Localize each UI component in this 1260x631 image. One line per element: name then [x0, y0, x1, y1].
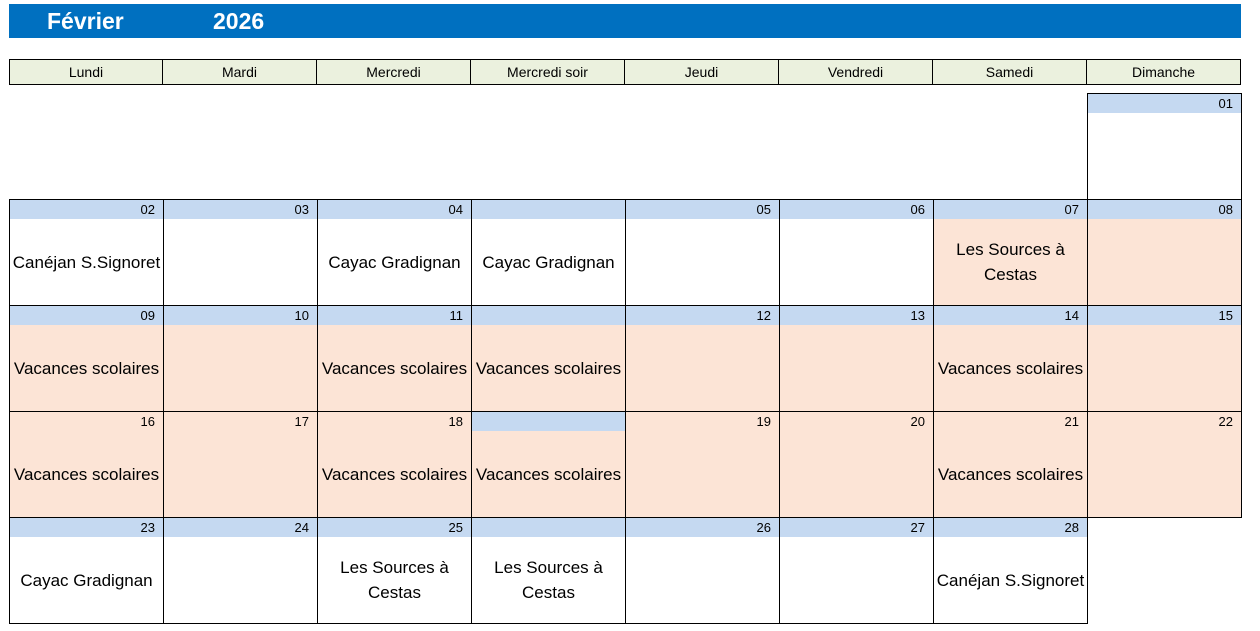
event-label [780, 325, 933, 411]
day-number: 06 [780, 200, 933, 219]
calendar-day-cell[interactable] [9, 411, 164, 518]
day-number: 11 [318, 306, 471, 325]
event-label: Vacances scolaires [321, 358, 468, 378]
calendar-day-cell[interactable] [9, 517, 164, 624]
calendar-day-cell[interactable] [317, 199, 472, 306]
calendar-day-cell[interactable] [779, 517, 934, 624]
calendar-day-cell[interactable] [163, 305, 318, 412]
day-number: 15 [1088, 306, 1241, 325]
weekday-header-mardi: Mardi [162, 59, 317, 85]
event-label [626, 537, 779, 623]
day-number: 16 [140, 414, 155, 429]
event-label [626, 219, 779, 305]
day-number [472, 306, 625, 325]
weekday-header-dimanche: Dimanche [1086, 59, 1241, 85]
calendar-title-bar [9, 4, 1241, 38]
calendar-day-cell[interactable] [1087, 199, 1242, 306]
weekday-header-mercredi-soir: Mercredi soir [470, 59, 625, 85]
calendar-day-cell[interactable] [471, 517, 626, 624]
event-label [164, 325, 317, 411]
day-number: 24 [164, 518, 317, 537]
event-label [1088, 325, 1241, 411]
calendar-day-cell[interactable] [317, 411, 472, 518]
day-number: 01 [1088, 94, 1241, 113]
day-number: 02 [10, 200, 163, 219]
event-label: Canéjan S.Signoret [936, 570, 1085, 590]
event-label: Cayac Gradignan [482, 252, 615, 272]
day-number: 13 [780, 306, 933, 325]
calendar-day-cell[interactable] [1087, 411, 1242, 518]
day-number: 03 [164, 200, 317, 219]
calendar-day-cell[interactable] [317, 517, 472, 624]
day-number: 23 [10, 518, 163, 537]
calendar-day-cell[interactable] [471, 305, 626, 412]
day-number: 07 [934, 200, 1087, 219]
weekday-header-row [9, 59, 1241, 85]
event-label: Vacances scolaires [937, 464, 1084, 484]
day-number: 09 [10, 306, 163, 325]
calendar-day-cell[interactable] [163, 199, 318, 306]
calendar-day-cell[interactable] [933, 411, 1088, 518]
day-number: 12 [626, 306, 779, 325]
day-number: 18 [448, 414, 463, 429]
calendar-day-cell[interactable] [1087, 93, 1242, 200]
day-number: 10 [164, 306, 317, 325]
event-label: Vacances scolaires [937, 358, 1084, 378]
calendar-day-cell[interactable] [933, 199, 1088, 306]
day-number: 21 [1064, 414, 1079, 429]
weekday-header-jeudi: Jeudi [624, 59, 779, 85]
calendar-day-cell[interactable] [625, 305, 780, 412]
weekday-header-lundi: Lundi [9, 59, 163, 85]
event-label: Cayac Gradignan [328, 252, 461, 272]
event-label [1088, 431, 1241, 517]
calendar-day-cell[interactable] [471, 411, 626, 518]
event-label [1088, 219, 1241, 305]
event-label [164, 219, 317, 305]
calendar-day-cell[interactable] [933, 305, 1088, 412]
event-label [626, 431, 779, 517]
calendar-day-cell[interactable] [933, 517, 1088, 624]
day-number [472, 518, 625, 537]
weekday-header-vendredi: Vendredi [778, 59, 933, 85]
day-number: 28 [934, 518, 1087, 537]
day-number: 08 [1088, 200, 1241, 219]
weekday-header-samedi: Samedi [932, 59, 1087, 85]
month-title: Février [47, 8, 124, 34]
calendar-day-cell[interactable] [625, 411, 780, 518]
day-number [472, 412, 625, 431]
calendar-day-cell[interactable] [779, 411, 934, 518]
event-label [164, 431, 317, 517]
day-number: 27 [780, 518, 933, 537]
calendar-day-cell[interactable] [9, 305, 164, 412]
weekday-header-mercredi: Mercredi [316, 59, 471, 85]
day-number: 22 [1218, 414, 1233, 429]
day-number: 19 [756, 414, 771, 429]
calendar-day-cell[interactable] [1087, 305, 1242, 412]
event-label: Les Sources à Cestas [494, 558, 603, 602]
day-number [472, 200, 625, 219]
event-label [780, 219, 933, 305]
day-number: 25 [318, 518, 471, 537]
event-label: Vacances scolaires [321, 464, 468, 484]
calendar-grid [9, 93, 1241, 625]
event-label [626, 325, 779, 411]
calendar-day-cell[interactable] [779, 305, 934, 412]
event-label: Canéjan S.Signoret [12, 252, 161, 272]
event-label [164, 537, 317, 623]
calendar-day-cell[interactable] [471, 199, 626, 306]
calendar-day-cell[interactable] [163, 517, 318, 624]
year-title: 2026 [213, 8, 265, 34]
event-label: Vacances scolaires [13, 358, 160, 378]
event-label [780, 537, 933, 623]
day-number: 04 [318, 200, 471, 219]
event-label [780, 431, 933, 517]
event-label [1088, 113, 1241, 199]
event-label: Vacances scolaires [13, 464, 160, 484]
day-number: 26 [626, 518, 779, 537]
event-label: Vacances scolaires [475, 464, 622, 484]
day-number: 17 [294, 414, 309, 429]
calendar-day-cell[interactable] [625, 517, 780, 624]
event-label: Vacances scolaires [475, 358, 622, 378]
calendar-day-cell[interactable] [9, 199, 164, 306]
event-label: Les Sources à Cestas [956, 240, 1065, 284]
calendar-day-cell[interactable] [779, 199, 934, 306]
event-label: Les Sources à Cestas [340, 558, 449, 602]
event-label: Cayac Gradignan [20, 570, 153, 590]
day-number: 20 [910, 414, 925, 429]
calendar-day-cell[interactable] [317, 305, 472, 412]
day-number: 05 [626, 200, 779, 219]
day-number: 14 [934, 306, 1087, 325]
calendar-day-cell[interactable] [163, 411, 318, 518]
calendar-day-cell[interactable] [625, 199, 780, 306]
